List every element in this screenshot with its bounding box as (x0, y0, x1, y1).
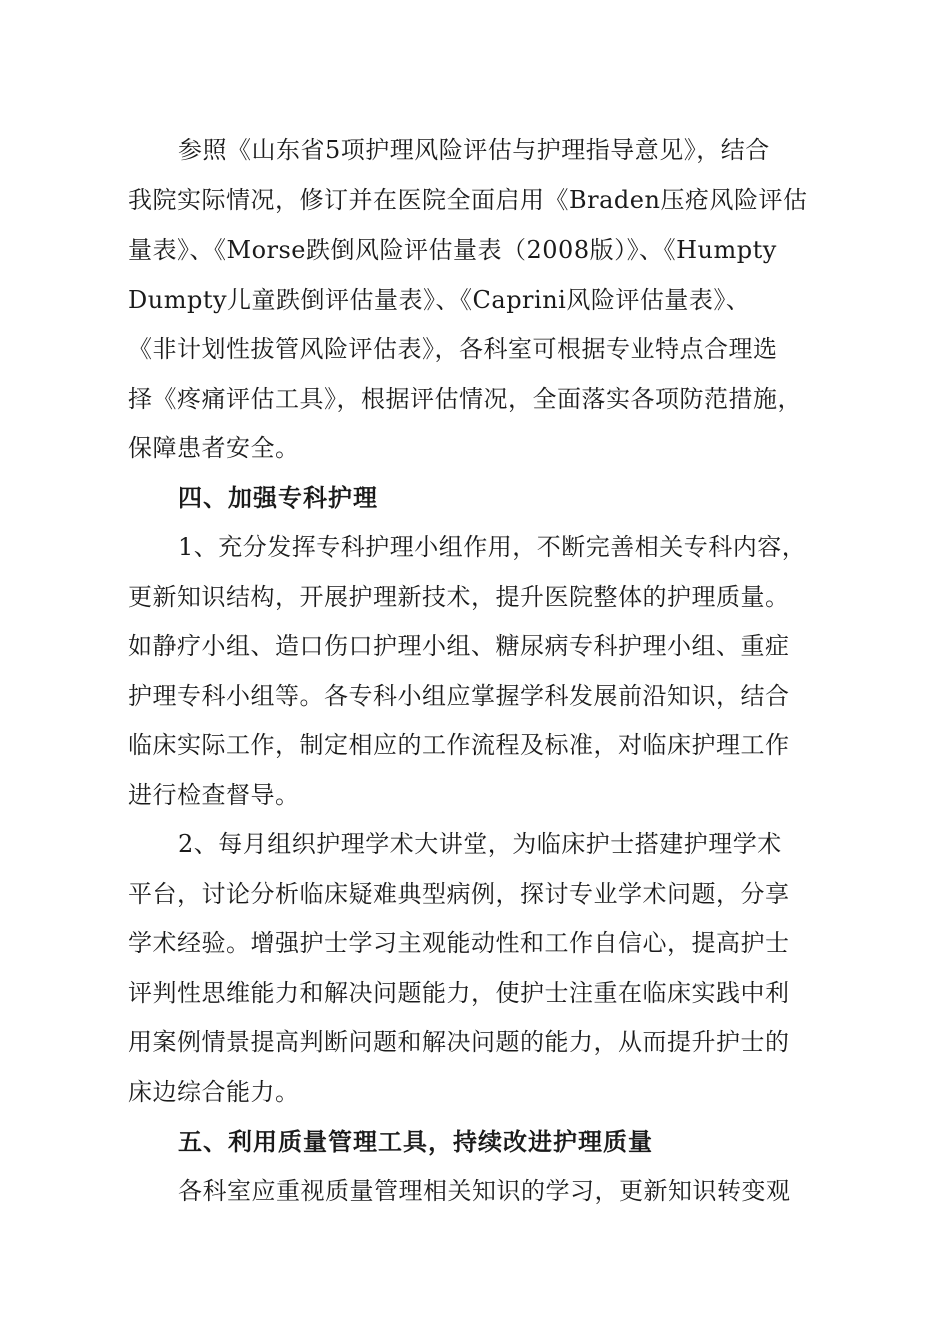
paragraph-line: 护理专科小组等。各专科小组应掌握学科发展前沿知识，结合 (128, 682, 790, 710)
paragraph-line: 保障患者安全。 (128, 434, 300, 462)
paragraph-line: 临床实际工作，制定相应的工作流程及标准，对临床护理工作 (128, 731, 790, 759)
paragraph-line: 床边综合能力。 (128, 1078, 300, 1106)
paragraph-line: 用案例情景提高判断问题和解决问题的能力，从而提升护士的 (128, 1028, 790, 1056)
paragraph-line: 2、每月组织护理学术大讲堂，为临床护士搭建护理学术 (178, 830, 782, 858)
paragraph-line: 评判性思维能力和解决问题能力，使护士注重在临床实践中利 (128, 979, 790, 1007)
paragraph-line: 如静疗小组、造口伤口护理小组、糖尿病专科护理小组、重症 (128, 632, 790, 660)
paragraph-line: Dumpty儿童跌倒评估量表》、《Caprini风险评估量表》、 (128, 286, 751, 314)
paragraph-line: 各科室应重视质量管理相关知识的学习，更新知识转变观 (178, 1177, 791, 1205)
paragraph-line: 学术经验。增强护士学习主观能动性和工作自信心，提高护士 (128, 929, 790, 957)
paragraph-line: 我院实际情况，修订并在医院全面启用《Braden压疮风险评估 (128, 186, 808, 214)
paragraph-line: 《非计划性拔管风险评估表》，各科室可根据专业特点合理选 (128, 335, 778, 363)
paragraph-line: 更新知识结构，开展护理新技术，提升医院整体的护理质量。 (128, 583, 790, 611)
paragraph-line: 参照《山东省5项护理风险评估与护理指导意见》，结合 (178, 136, 770, 164)
section-heading: 五、利用质量管理工具，持续改进护理质量 (178, 1128, 653, 1156)
paragraph-line: 量表》、《Morse跌倒风险评估量表（2008版）》、《Humpty (128, 236, 777, 264)
paragraph-line: 进行检查督导。 (128, 781, 300, 809)
section-heading: 四、加强专科护理 (178, 484, 378, 512)
paragraph-line: 1、充分发挥专科护理小组作用，不断完善相关专科内容， (178, 533, 807, 561)
paragraph-line: 平台，讨论分析临床疑难典型病例，探讨专业学术问题，分享 (128, 880, 790, 908)
paragraph-line: 择《疼痛评估工具》，根据评估情况，全面落实各项防范措施， (128, 385, 802, 413)
